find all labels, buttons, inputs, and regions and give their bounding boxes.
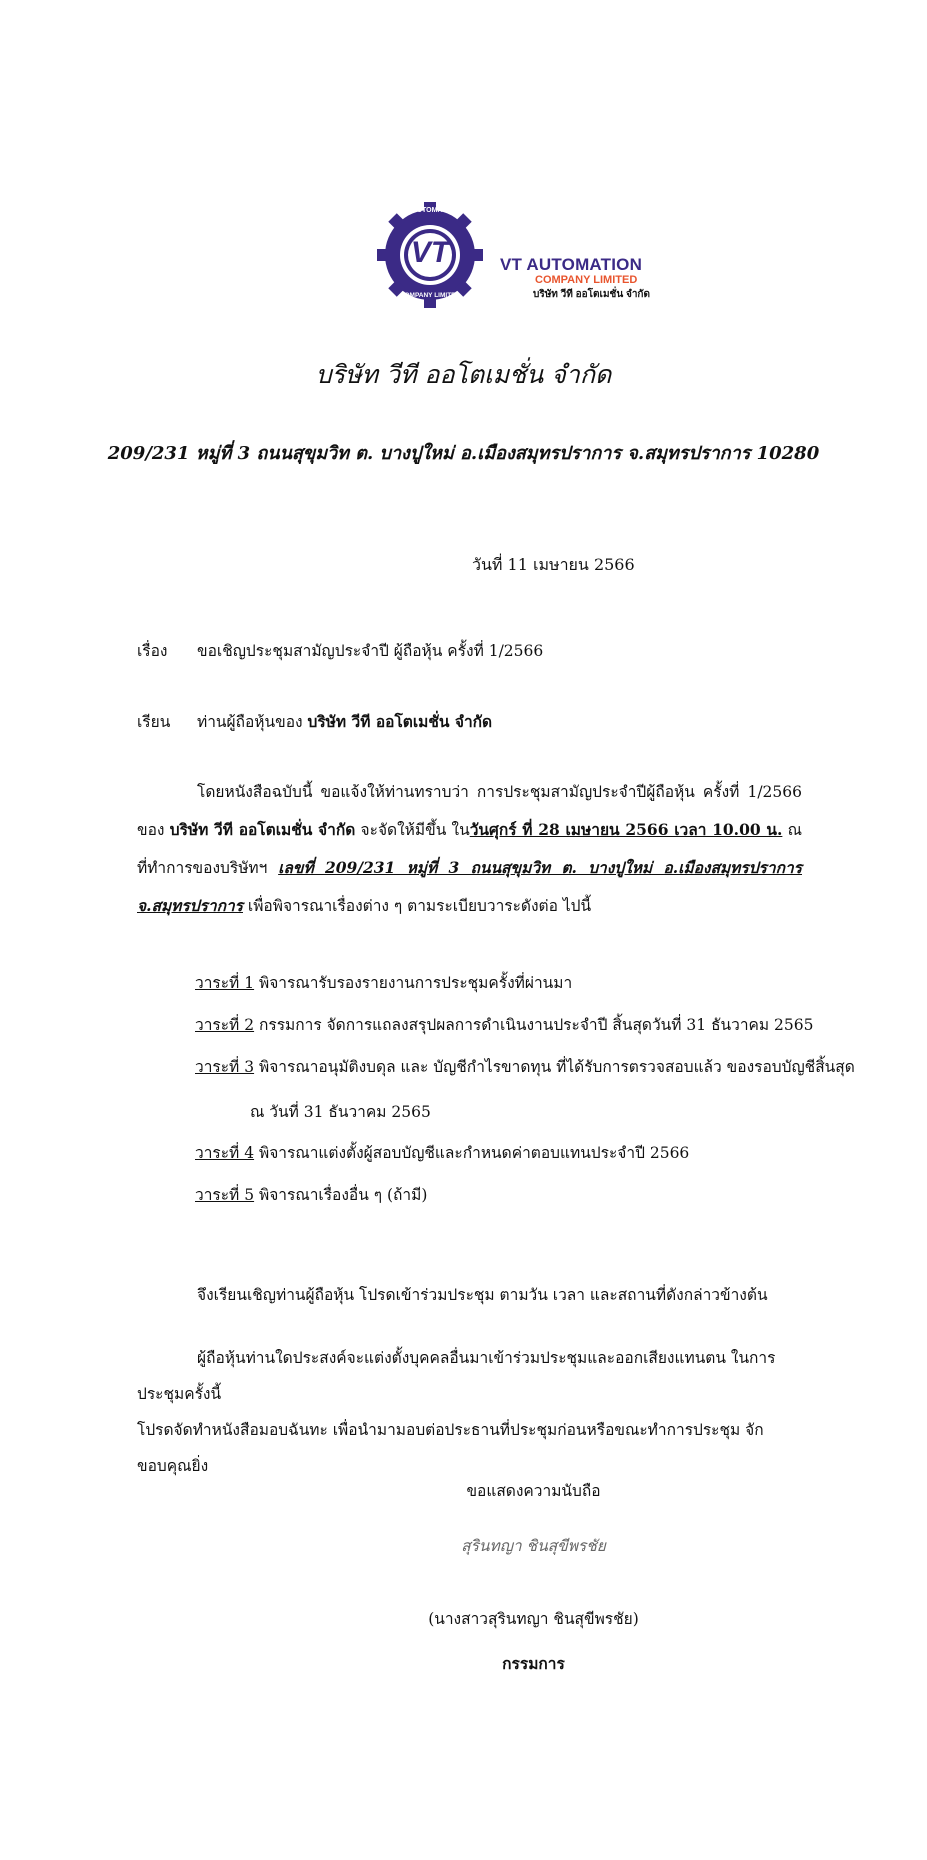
brand-name: VT AUTOMATION [500, 255, 643, 274]
regards: ขอแสดงความนับถือ [466, 1482, 601, 1500]
agenda-tag: วาระที่ 1 [195, 974, 255, 992]
para-text-1: โดยหนังสือฉบับนี้ ขอแจ้งให้ท่านทราบว่า การประชุมสามัญประจำปีผู้ถือหุ้น ครั้งที่ 1/2566 ของ [137, 783, 802, 839]
closing-invite [137, 1277, 802, 1313]
agenda-item-continuation: ณ วันที่ 31 ธันวาคม 2565 [250, 1103, 431, 1121]
closing-proxy-line-1: ผู้ถือหุ้นท่านใดประสงค์จะแต่งตั้งบุคคลอื่นมาเข้าร่วมประชุมและออกเสียงแทนตน ในการประชุมครั้งนี้ [137, 1349, 776, 1403]
logo-ring-bottom: COMPANY LIMITED [399, 292, 461, 299]
agenda-item [195, 1181, 427, 1209]
subject-line [137, 637, 543, 665]
closing-invite-text: จึงเรียนเชิญท่านผู้ถือหุ้น โปรดเข้าร่วมประชุม ตามวัน เวลา และสถานที่ดังกล่าวข้างต้น [197, 1286, 768, 1304]
signatory-name: (นางสาวสุรินทญา ชินสุขีพรชัย) [428, 1610, 639, 1628]
brand-thai: บริษัท วีที ออโตเมชั่น จำกัด [533, 289, 650, 300]
para-text-3: ณ ที่ทำการของบริษัทฯ [137, 821, 803, 877]
agenda-item [195, 1011, 814, 1039]
agenda-item [195, 1139, 689, 1167]
salutation-company: บริษัท วีที ออโตเมชั่น จำกัด [307, 712, 493, 731]
agenda-text: พิจารณาเรื่องอื่น ๆ (ถ้ามี) [254, 1186, 428, 1204]
closing-proxy [137, 1340, 802, 1484]
logo-ring-top: VT AUTOMATION [401, 207, 459, 214]
agenda-text: พิจารณารับรองรายงานการประชุมครั้งที่ผ่านมา [254, 974, 573, 992]
letter-date: วันที่ 11 เมษายน 2566 [472, 555, 635, 574]
meeting-datetime: วันศุกร์ ที่ 28 เมษายน 2566 เวลา 10.00 น. [469, 820, 783, 839]
subject-label: เรื่อง [137, 642, 168, 660]
agenda-text: พิจารณาอนุมัติงบดุล และ บัญชีกำไรขาดทุน ที่ได้รับการตรวจสอบแล้ว ของรอบบัญชีสิ้นสุด [254, 1058, 855, 1076]
body-paragraph [137, 774, 802, 925]
agenda-tag: วาระที่ 5 [195, 1186, 255, 1204]
closing-proxy-line-2: โปรดจัดทำหนังสือมอบฉันทะ เพื่อนำมามอบต่อประธานที่ประชุมก่อนหรือขณะทำการประชุม จักขอบคุณยิ่ง [137, 1421, 764, 1475]
para-text-4: เพื่อพิจารณาเรื่องต่าง ๆ ตามระเบียบวาระดังต่อ ไปนี้ [242, 897, 592, 915]
signatory-title: กรรมการ [502, 1654, 565, 1673]
logo-monogram: VT [410, 236, 450, 269]
salutation-label: เรียน [137, 713, 171, 731]
brand-sub: COMPANY LIMITED [535, 274, 638, 286]
agenda-tag: วาระที่ 2 [195, 1016, 255, 1034]
subject-text: ขอเชิญประชุมสามัญประจำปี ผู้ถือหุ้น ครั้งที่ 1/2566 [197, 642, 544, 660]
para-text-2: จะจัดให้มีขึ้น ใน [355, 821, 470, 839]
salutation-line [137, 708, 492, 736]
agenda-tag: วาระที่ 4 [195, 1144, 255, 1162]
meeting-address: เลขที่ 209/231 หมู่ที่ 3 ถนนสุขุมวิท ต. บางปูใหม่ อ.เมืองสมุทรปราการ จ.สมุทรปราการ [137, 858, 802, 915]
company-title: บริษัท วีที ออโตเมชั่น จำกัด [315, 360, 612, 389]
company-address: 209/231 หมู่ที่ 3 ถนนสุขุมวิท ต. บางปูใหม่ อ.เมืองสมุทรปราการ จ.สมุทรปราการ 10280 [107, 443, 820, 464]
handwritten-signature: สุรินทญา ชินสุขีพรชัย [461, 1537, 606, 1555]
agenda-item [195, 1053, 855, 1081]
agenda-text: พิจารณาแต่งตั้งผู้สอบบัญชีและกำหนดค่าตอบแทนประจำปี 2566 [254, 1144, 690, 1162]
para-company: บริษัท วีที ออโตเมชั่น จำกัด [169, 820, 356, 839]
agenda-text: กรรมการ จัดการแถลงสรุปผลการดำเนินงานประจำปี สิ้นสุดวันที่ 31 ธันวาคม 2565 [254, 1016, 814, 1034]
agenda-tag: วาระที่ 3 [195, 1058, 255, 1076]
agenda-item [195, 969, 572, 997]
salutation-text: ท่านผู้ถือหุ้นของ [197, 713, 308, 731]
brand-block [500, 255, 650, 302]
